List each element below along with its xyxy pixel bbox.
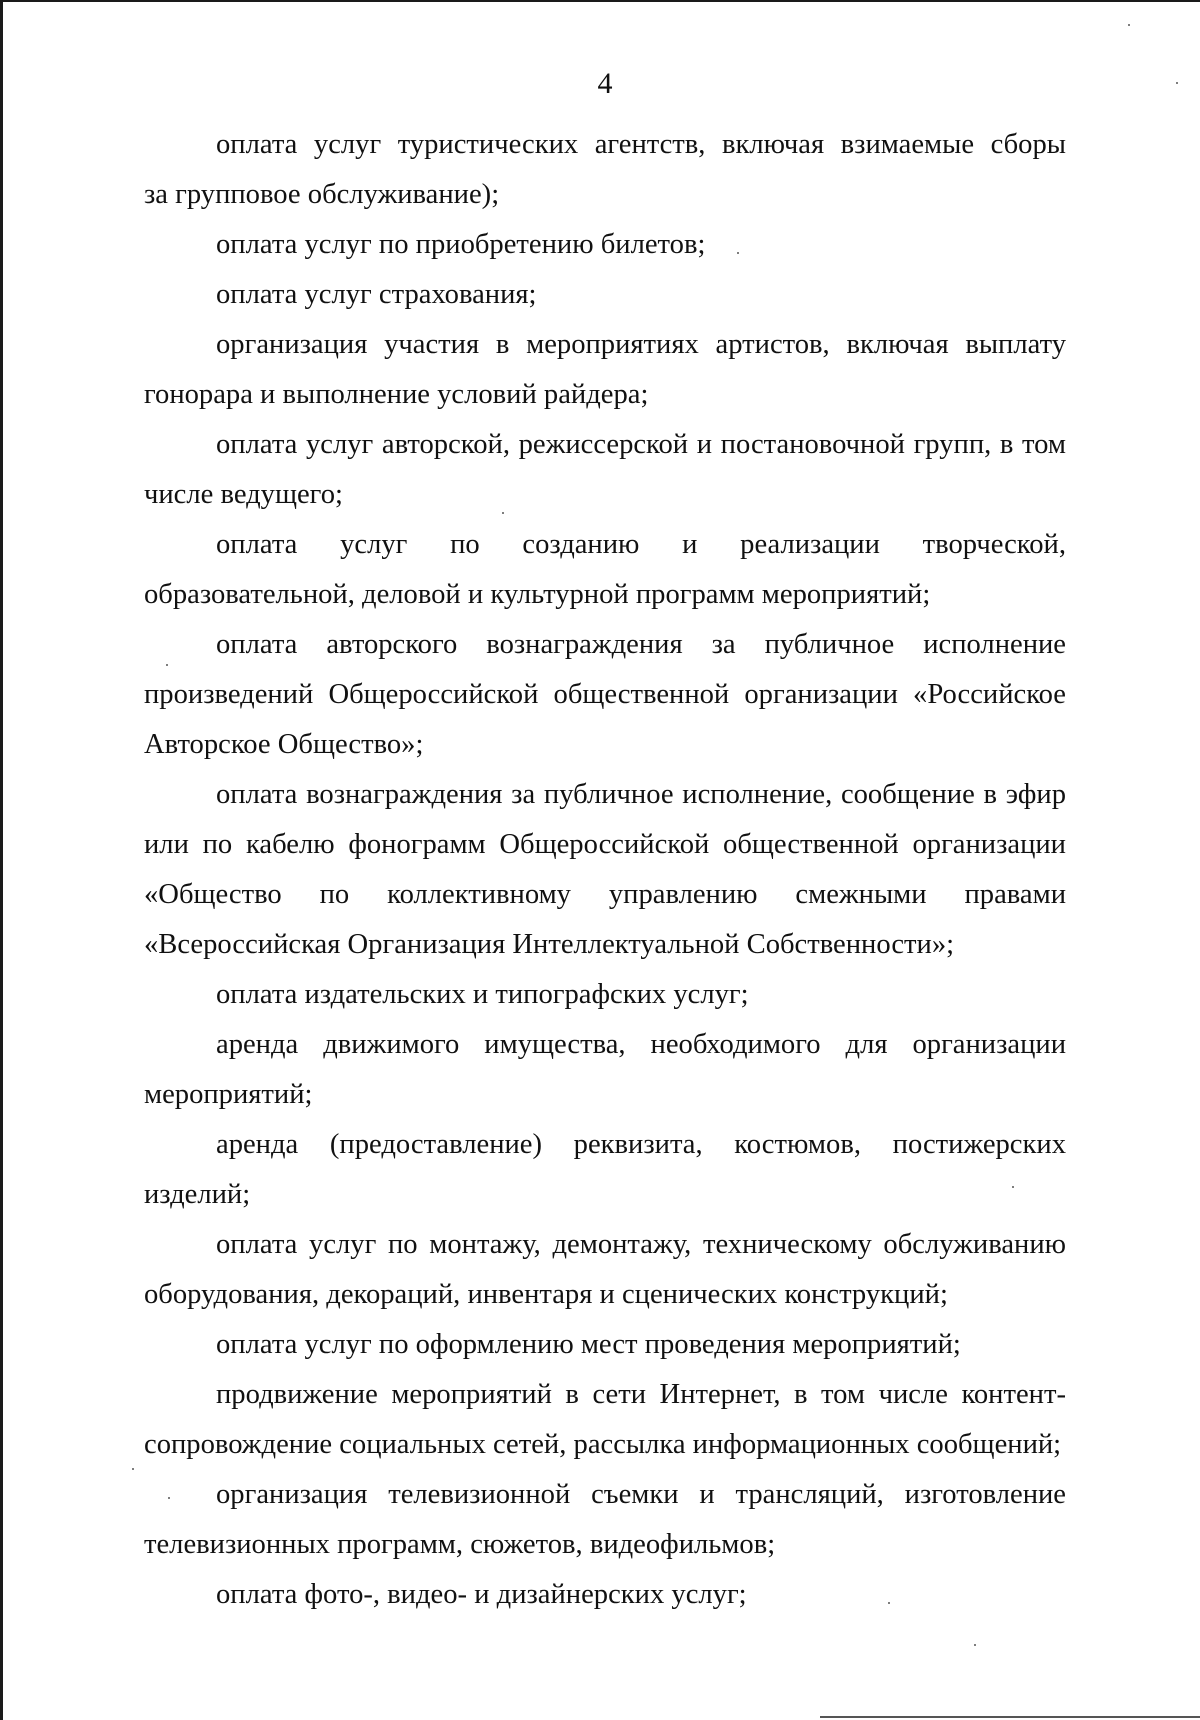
text-line: образовательной, деловой и культурной программ мероприятий;: [144, 579, 931, 610]
text-line: оплата услуг по созданию и реализации творческой,: [216, 529, 1066, 560]
text-line: сопровождение социальных сетей, рассылка информационных сообщений;: [144, 1429, 1062, 1460]
text-line: аренда (предоставление) реквизита, костюмов, постижерских: [216, 1129, 1066, 1160]
text-line: оплата авторского вознаграждения за публичное исполнение: [216, 629, 1066, 660]
text-line: продвижение мероприятий в сети Интернет, в том числе контент-: [216, 1379, 1066, 1410]
text-line: оплата фото-, видео- и дизайнерских услуг;: [216, 1579, 747, 1610]
text-line: организация участия в мероприятиях артистов, включая выплату: [216, 329, 1066, 360]
paragraph: [144, 770, 1066, 970]
text-line: оплата услуг туристических агентств, включая взимаемые сборы: [216, 129, 1066, 160]
scan-speck: [502, 512, 504, 514]
text-line: «Всероссийская Организация Интеллектуальной Собственности»;: [144, 929, 955, 960]
paragraph: [144, 1320, 1066, 1370]
text-line: числе ведущего;: [144, 479, 343, 510]
paragraph: [144, 1570, 1066, 1620]
text-line: или по кабелю фонограмм Общероссийской общественной организации: [144, 829, 1066, 860]
text-line: оплата издательских и типографских услуг;: [216, 979, 749, 1010]
scan-edge-left: [0, 0, 3, 1720]
text-line: оплата услуг по приобретению билетов;: [216, 229, 706, 260]
text-line: оплата вознаграждения за публичное исполнение, сообщение в эфир: [216, 779, 1066, 810]
scan-speck: [166, 664, 168, 666]
text-line: оборудования, декораций, инвентаря и сценических конструкций;: [144, 1279, 948, 1310]
scan-speck: [737, 252, 739, 254]
text-line: за групповое обслуживание);: [144, 179, 500, 210]
scan-speck: [1176, 82, 1178, 84]
paragraph: [144, 1120, 1066, 1220]
text-line: «Общество по коллективному управлению смежными правами: [144, 879, 1066, 910]
paragraph: [144, 220, 1066, 270]
text-line: аренда движимого имущества, необходимого для организации: [216, 1029, 1066, 1060]
text-line: Авторское Общество»;: [144, 729, 424, 760]
scan-speck: [132, 1468, 134, 1470]
scan-speck: [888, 1602, 890, 1604]
text-line: организация телевизионной съемки и трансляций, изготовление: [216, 1479, 1066, 1510]
scan-edge-top: [0, 0, 1200, 2]
text-line: телевизионных программ, сюжетов, видеофильмов;: [144, 1529, 776, 1560]
page-number: 4: [597, 67, 613, 100]
text-line: изделий;: [144, 1179, 251, 1210]
paragraph: [144, 520, 1066, 620]
text-line: мероприятий;: [144, 1079, 313, 1110]
text-line: произведений Общероссийской общественной организации «Российское: [144, 679, 1066, 710]
scan-speck: [1012, 1186, 1014, 1188]
paragraph: [144, 1470, 1066, 1570]
text-line: оплата услуг страхования;: [216, 279, 537, 310]
paragraph: [144, 120, 1066, 220]
paragraph: [144, 1020, 1066, 1120]
paragraph: [144, 1370, 1066, 1470]
scan-speck: [1128, 24, 1130, 26]
paragraph: [144, 270, 1066, 320]
text-line: оплата услуг по оформлению мест проведения мероприятий;: [216, 1329, 961, 1360]
scan-speck: [974, 1644, 976, 1646]
text-line: оплата услуг по монтажу, демонтажу, техническому обслуживанию: [216, 1229, 1066, 1260]
text-line: оплата услуг авторской, режиссерской и постановочной групп, в том: [216, 429, 1066, 460]
scan-speck: [168, 1497, 170, 1499]
paragraph: [144, 970, 1066, 1020]
paragraph: [144, 420, 1066, 520]
document-body: [144, 120, 1066, 1620]
scan-edge-bottom: [820, 1716, 1200, 1718]
paragraph: [144, 320, 1066, 420]
paragraph: [144, 1220, 1066, 1320]
text-line: гонорара и выполнение условий райдера;: [144, 379, 649, 410]
paragraph: [144, 620, 1066, 770]
